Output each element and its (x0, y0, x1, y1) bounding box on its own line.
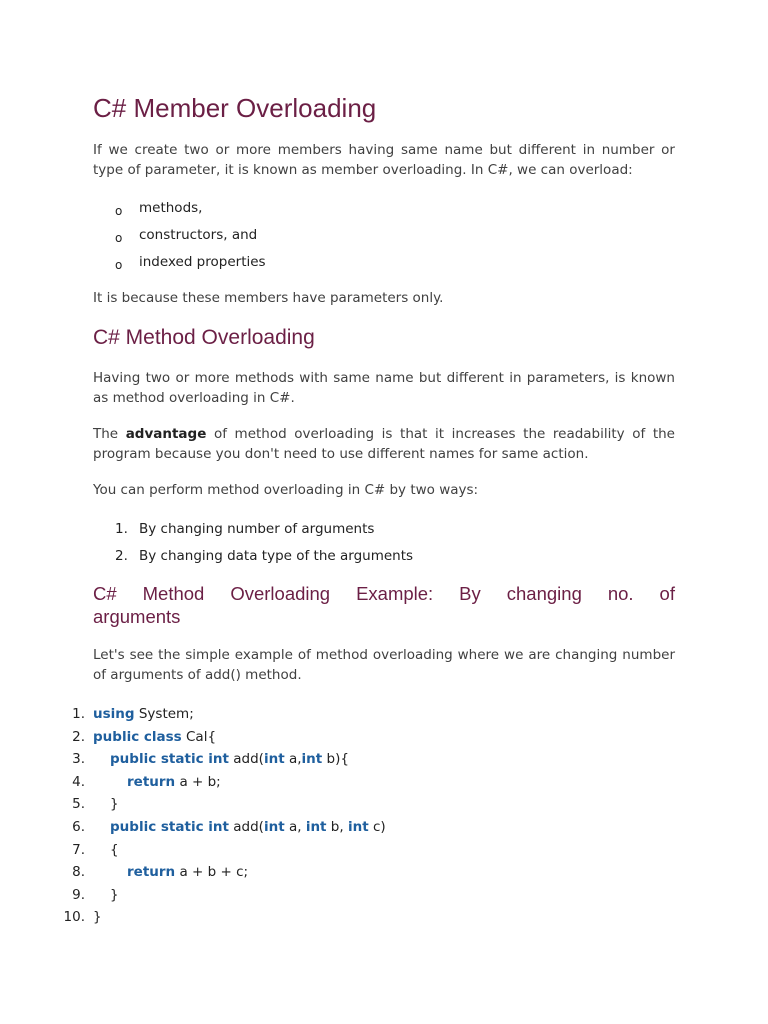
code-token: add( (228, 751, 264, 768)
code-token: b, (326, 818, 348, 835)
list-item-text: By changing data type of the arguments (139, 548, 414, 564)
code-token: a, (284, 751, 302, 768)
list-item-text: indexed properties (139, 254, 266, 270)
code-line (0, 703, 768, 726)
example-intro-line-1: Let's see the simple example of method overloading where we are changing number (93, 647, 675, 663)
advantage-bold: advantage (125, 426, 207, 442)
code-token: Cal{ (181, 728, 217, 745)
method-overloading-heading: C# Method Overloading (93, 326, 315, 349)
code-line-source (127, 771, 221, 793)
intro-paragraph (93, 140, 675, 180)
code-keyword: using (93, 706, 135, 722)
example-heading-line-2: arguments (93, 606, 181, 627)
example-heading-line-1: C# Method Overloading Example: By changing no. of (93, 583, 675, 604)
code-line-source (110, 816, 386, 838)
advantage-rest: of method overloading is that it increases the readability of the (206, 426, 675, 442)
code-line-number: 4. (72, 773, 85, 790)
code-line-source (93, 726, 216, 748)
code-line-source (110, 793, 119, 815)
code-line-number: 5. (72, 796, 85, 813)
list-item-text: By changing number of arguments (139, 521, 375, 537)
code-keyword: int (263, 818, 285, 835)
because-paragraph: It is because these members have parameters only. (93, 290, 444, 306)
method-def-line-2: as method overloading in C#. (93, 390, 295, 406)
bullet-marker: o (115, 258, 123, 272)
code-keyword: int (263, 751, 285, 768)
code-line (0, 726, 768, 749)
page-title: C# Member Overloading (93, 93, 377, 123)
ways-intro-paragraph: You can perform method overloading in C# by two ways: (93, 482, 479, 498)
code-token: System; (134, 706, 194, 722)
code-line (0, 793, 768, 816)
advantage-line-1 (93, 424, 675, 444)
code-line-number: 2. (72, 728, 85, 745)
code-token: } (110, 886, 119, 903)
code-line (0, 816, 768, 839)
code-line-number: 6. (72, 818, 85, 835)
code-token: } (110, 796, 119, 813)
advantage-paragraph (93, 424, 675, 464)
code-line-source (93, 906, 102, 928)
code-line-source (110, 884, 119, 906)
method-def-line-1: Having two or more methods with same name but different in parameters, is known (93, 370, 675, 386)
intro-line-2: type of parameter, it is known as member overloading. In C#, we can overload: (93, 162, 633, 178)
example-intro-paragraph (93, 645, 675, 685)
list-item-text: constructors, and (139, 227, 258, 243)
code-keyword: int (305, 818, 327, 835)
code-token: c) (368, 818, 386, 835)
code-keyword: return (127, 773, 176, 790)
code-line (0, 884, 768, 907)
code-keyword: public static int (110, 751, 229, 768)
code-token: b){ (322, 751, 349, 768)
code-keyword: int (347, 818, 369, 835)
code-line (0, 906, 768, 929)
code-token: { (110, 841, 119, 858)
list-number: 2. (115, 548, 128, 564)
advantage-line-2: program because you don't need to use different names for same action. (93, 446, 589, 462)
code-line-source (110, 748, 349, 770)
code-keyword: int (301, 751, 323, 768)
code-line (0, 748, 768, 771)
code-token: } (93, 909, 102, 926)
example-heading (93, 582, 675, 628)
code-line (0, 839, 768, 862)
code-line-number: 9. (72, 886, 85, 903)
bullet-marker: o (115, 231, 123, 245)
list-item-text: methods, (139, 200, 203, 216)
advantage-pre: The (93, 426, 126, 442)
code-token: a, (284, 818, 306, 835)
code-token: a + b; (175, 773, 221, 790)
code-line (0, 861, 768, 884)
code-line-source (127, 861, 248, 883)
code-keyword: public class (93, 728, 182, 745)
code-line-number: 10. (63, 909, 85, 926)
code-listing (0, 703, 768, 929)
code-line-number: 7. (72, 841, 85, 858)
code-token: add( (228, 818, 264, 835)
code-line-number: 3. (72, 751, 85, 768)
list-number: 1. (115, 521, 128, 537)
bullet-marker: o (115, 204, 123, 218)
example-intro-line-2: of arguments of add() method. (93, 667, 302, 683)
code-line-source (93, 703, 194, 725)
code-keyword: public static int (110, 818, 229, 835)
method-definition-paragraph (93, 368, 675, 408)
code-token: a + b + c; (175, 864, 249, 881)
code-line-number: 1. (72, 706, 85, 722)
code-line-number: 8. (72, 864, 85, 881)
code-keyword: return (127, 864, 176, 881)
intro-line-1: If we create two or more members having same name but different in number or (93, 142, 675, 158)
code-line-source (110, 839, 119, 861)
code-line (0, 771, 768, 794)
